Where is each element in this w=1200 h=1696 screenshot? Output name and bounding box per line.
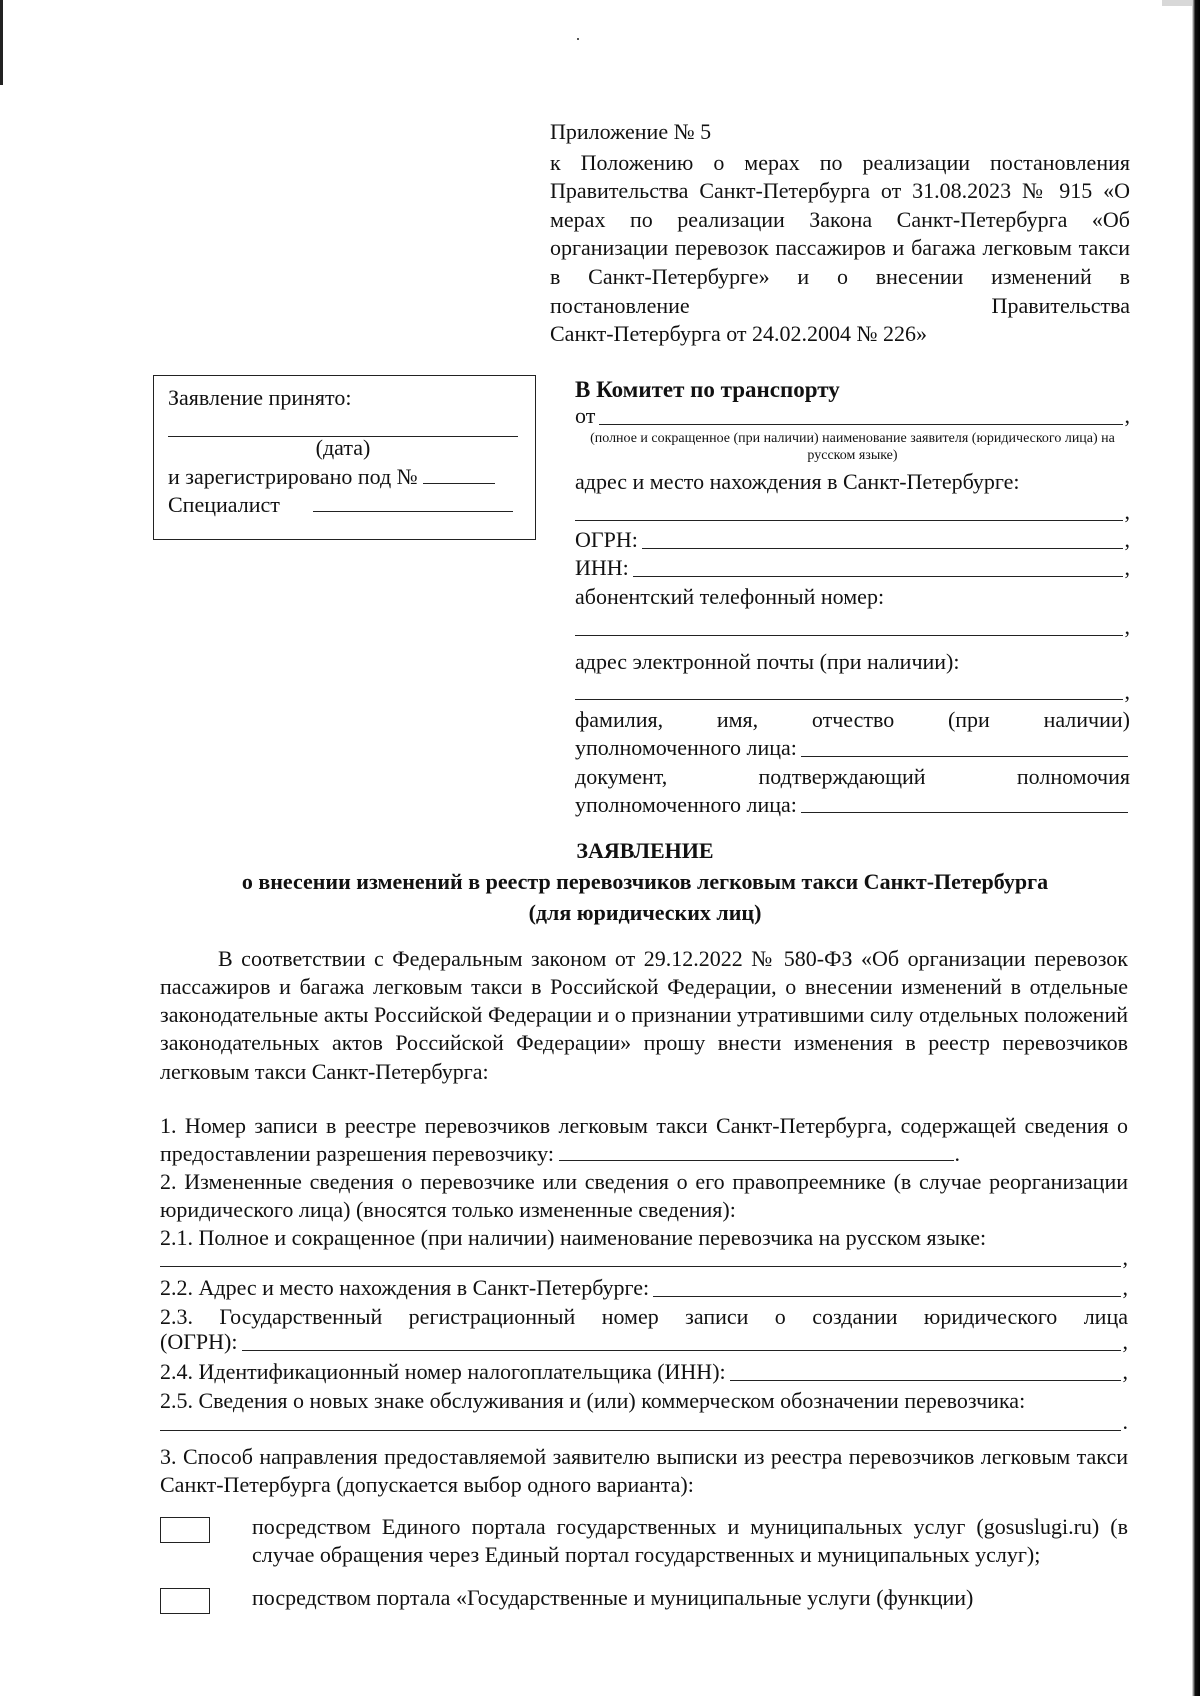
item-2-3-label: (ОГРН):	[160, 1329, 238, 1355]
doc-field[interactable]	[801, 811, 1128, 813]
comma: ,	[1124, 555, 1130, 581]
period: .	[954, 1140, 960, 1166]
fio-field[interactable]	[801, 755, 1128, 757]
item-2: 2. Измененные сведения о перевозчике или сведения о его правопреемнике (в случае реорганизации юридического лица) (вносятся только измененные сведения):	[160, 1169, 1128, 1223]
appendix-number: Приложение № 5	[550, 119, 712, 144]
comma: ,	[1122, 1274, 1128, 1300]
address-line	[575, 497, 1130, 527]
item-2-4-text: 2.4. Идентификационный номер налогоплательщика (ИНН):	[160, 1359, 726, 1385]
doc-row	[575, 791, 1130, 819]
fio-row	[575, 735, 1130, 763]
item-2-5-line	[160, 1409, 1128, 1437]
email-label: адрес электронной почты (при наличии):	[575, 648, 960, 674]
record-number-field[interactable]	[559, 1160, 954, 1161]
period: .	[1122, 1409, 1128, 1435]
inn-label: ИНН:	[575, 555, 629, 581]
comma: ,	[1124, 614, 1130, 640]
comma: ,	[1122, 1244, 1128, 1270]
accepted-label: Заявление принято:	[168, 385, 352, 410]
main-body	[160, 945, 1128, 1612]
trademark-field[interactable]	[160, 1429, 1121, 1431]
phone-label: абонентский телефонный номер:	[575, 584, 885, 610]
item-2-2-text: 2.2. Адрес и место нахождения в Санкт-Петербурге:	[160, 1274, 650, 1300]
comma: ,	[1122, 1359, 1128, 1385]
item-2-4	[160, 1357, 1128, 1387]
date-line-row	[168, 416, 521, 434]
document-subtitle-2: (для юридических лиц)	[528, 899, 762, 925]
checkbox-gosuslugi[interactable]	[160, 1517, 210, 1543]
appendix-text-main: к Положению о мерах по реализации постановления Правительства Санкт-Петербурга от 31.08.2023 № 915 «О мерах по реализации Закона Санкт-Петербурга «Об организации перевозок пассажиров и багажа легковым такси в Санкт-Петербурге» и о внесении изменений в постановление Правительства	[550, 149, 1130, 318]
doc-label-2: уполномоченного лица:	[575, 791, 797, 817]
from-hint: (полное и сокращенное (при наличии) наименование заявителя (юридического лица) на русском языке)	[590, 430, 1115, 463]
scan-edge-left	[0, 0, 3, 85]
address-label: адрес и место нахождения в Санкт-Петербурге:	[575, 469, 1020, 495]
from-label: от	[575, 403, 596, 429]
document-subtitle: о внесении изменений в реестр перевозчиков легковым такси Санкт-Петербурга	[241, 868, 1049, 894]
option-portal-text: посредством портала «Государственные и муниципальные услуги (функции)	[252, 1584, 974, 1610]
comma: ,	[1122, 1329, 1128, 1355]
document-heading	[150, 836, 1140, 928]
scan-speck	[577, 38, 579, 40]
item-1	[160, 1112, 1128, 1168]
registered-row	[168, 463, 521, 492]
carrier-inn-field[interactable]	[730, 1379, 1121, 1381]
item-1-text: 1. Номер записи в реестре перевозчиков легковым такси Санкт-Петербурга, содержащей сведения о предоставлении разрешения перевозчику:	[160, 1112, 1128, 1166]
ogrn-field[interactable]	[642, 547, 1123, 549]
comma: ,	[1124, 678, 1130, 704]
addressee-title: В Комитет по транспорту	[575, 377, 840, 402]
item-2-5: 2.5. Сведения о новых знаке обслуживания и (или) коммерческом обозначении перевозчика:	[160, 1387, 1026, 1413]
scan-edge-top	[1162, 0, 1192, 6]
item-3: 3. Способ направления предоставляемой заявителю выписки из реестра перевозчиков легковым такси Санкт-Петербурга (допускается выбор одного варианта):	[160, 1443, 1128, 1498]
appendix-text	[550, 149, 1130, 349]
addressee-block	[575, 375, 1130, 819]
scan-edge-right	[1192, 0, 1200, 1696]
phone-field[interactable]	[575, 634, 1123, 636]
carrier-name-field[interactable]	[160, 1265, 1121, 1267]
item-2-1: 2.1. Полное и сокращенное (при наличии) наименование перевозчика на русском языке:	[160, 1225, 987, 1251]
registered-label: и зарегистрировано под №	[168, 463, 418, 489]
specialist-label: Специалист	[168, 492, 280, 518]
item-2-2	[160, 1273, 1128, 1303]
specialist-field[interactable]	[313, 511, 513, 512]
registration-number-field[interactable]	[423, 483, 495, 484]
appendix-block	[550, 118, 1130, 349]
fio-label-2: уполномоченного лица:	[575, 735, 797, 761]
ogrn-label: ОГРН:	[575, 527, 638, 553]
accepted-row	[168, 384, 521, 416]
carrier-address-field[interactable]	[653, 1295, 1120, 1297]
option-portal	[160, 1584, 1128, 1612]
from-row	[575, 403, 1130, 431]
comma: ,	[1124, 403, 1130, 429]
item-2-3: 2.3. Государственный регистрационный номер записи о создании юридического лица	[160, 1303, 1128, 1329]
appendix-text-last: Санкт-Петербурга от 24.02.2004 № 226»	[550, 321, 928, 347]
applicant-name-field[interactable]	[599, 423, 1122, 425]
checkbox-portal[interactable]	[160, 1588, 210, 1614]
specialist-row	[168, 491, 521, 520]
date-caption: (дата)	[315, 435, 371, 460]
date-field[interactable]	[168, 436, 518, 437]
inn-row	[575, 555, 1130, 583]
inn-field[interactable]	[633, 575, 1123, 577]
fio-label: фамилия, имя, отчество (при наличии)	[575, 707, 1130, 733]
comma: ,	[1124, 499, 1130, 525]
ogrn-row	[575, 527, 1130, 555]
phone-line	[575, 612, 1130, 642]
address-field[interactable]	[575, 519, 1123, 521]
comma: ,	[1124, 527, 1130, 553]
item-2-3-line	[160, 1331, 1128, 1357]
option-gosuslugi	[160, 1513, 1128, 1569]
intro-paragraph: В соответствии с Федеральным законом от 29.12.2022 № 580-ФЗ «Об организации перевозок пассажиров и багажа легковым такси в Российской Федерации, о внесении изменений в отдельные законодательные акты Российской Федерации и о признании утратившими силу отдельных положений законодательных актов Российской Федерации» прошу внести изменения в реестр перевозчиков легковым такси Санкт-Петербурга:	[160, 946, 1128, 1084]
email-line	[575, 676, 1130, 706]
registration-box	[153, 375, 536, 540]
item-2-1-line	[160, 1244, 1128, 1273]
email-field[interactable]	[575, 698, 1123, 700]
carrier-ogrn-field[interactable]	[242, 1349, 1121, 1351]
document-title: ЗАЯВЛЕНИЕ	[576, 838, 714, 863]
option-gosuslugi-text: посредством Единого портала государственных и муниципальных услуг (gosuslugi.ru) (в случае обращения через Единый портал государственных и муниципальных услуг);	[252, 1514, 1128, 1568]
doc-label: документ, подтверждающий полномочия	[575, 763, 1130, 789]
